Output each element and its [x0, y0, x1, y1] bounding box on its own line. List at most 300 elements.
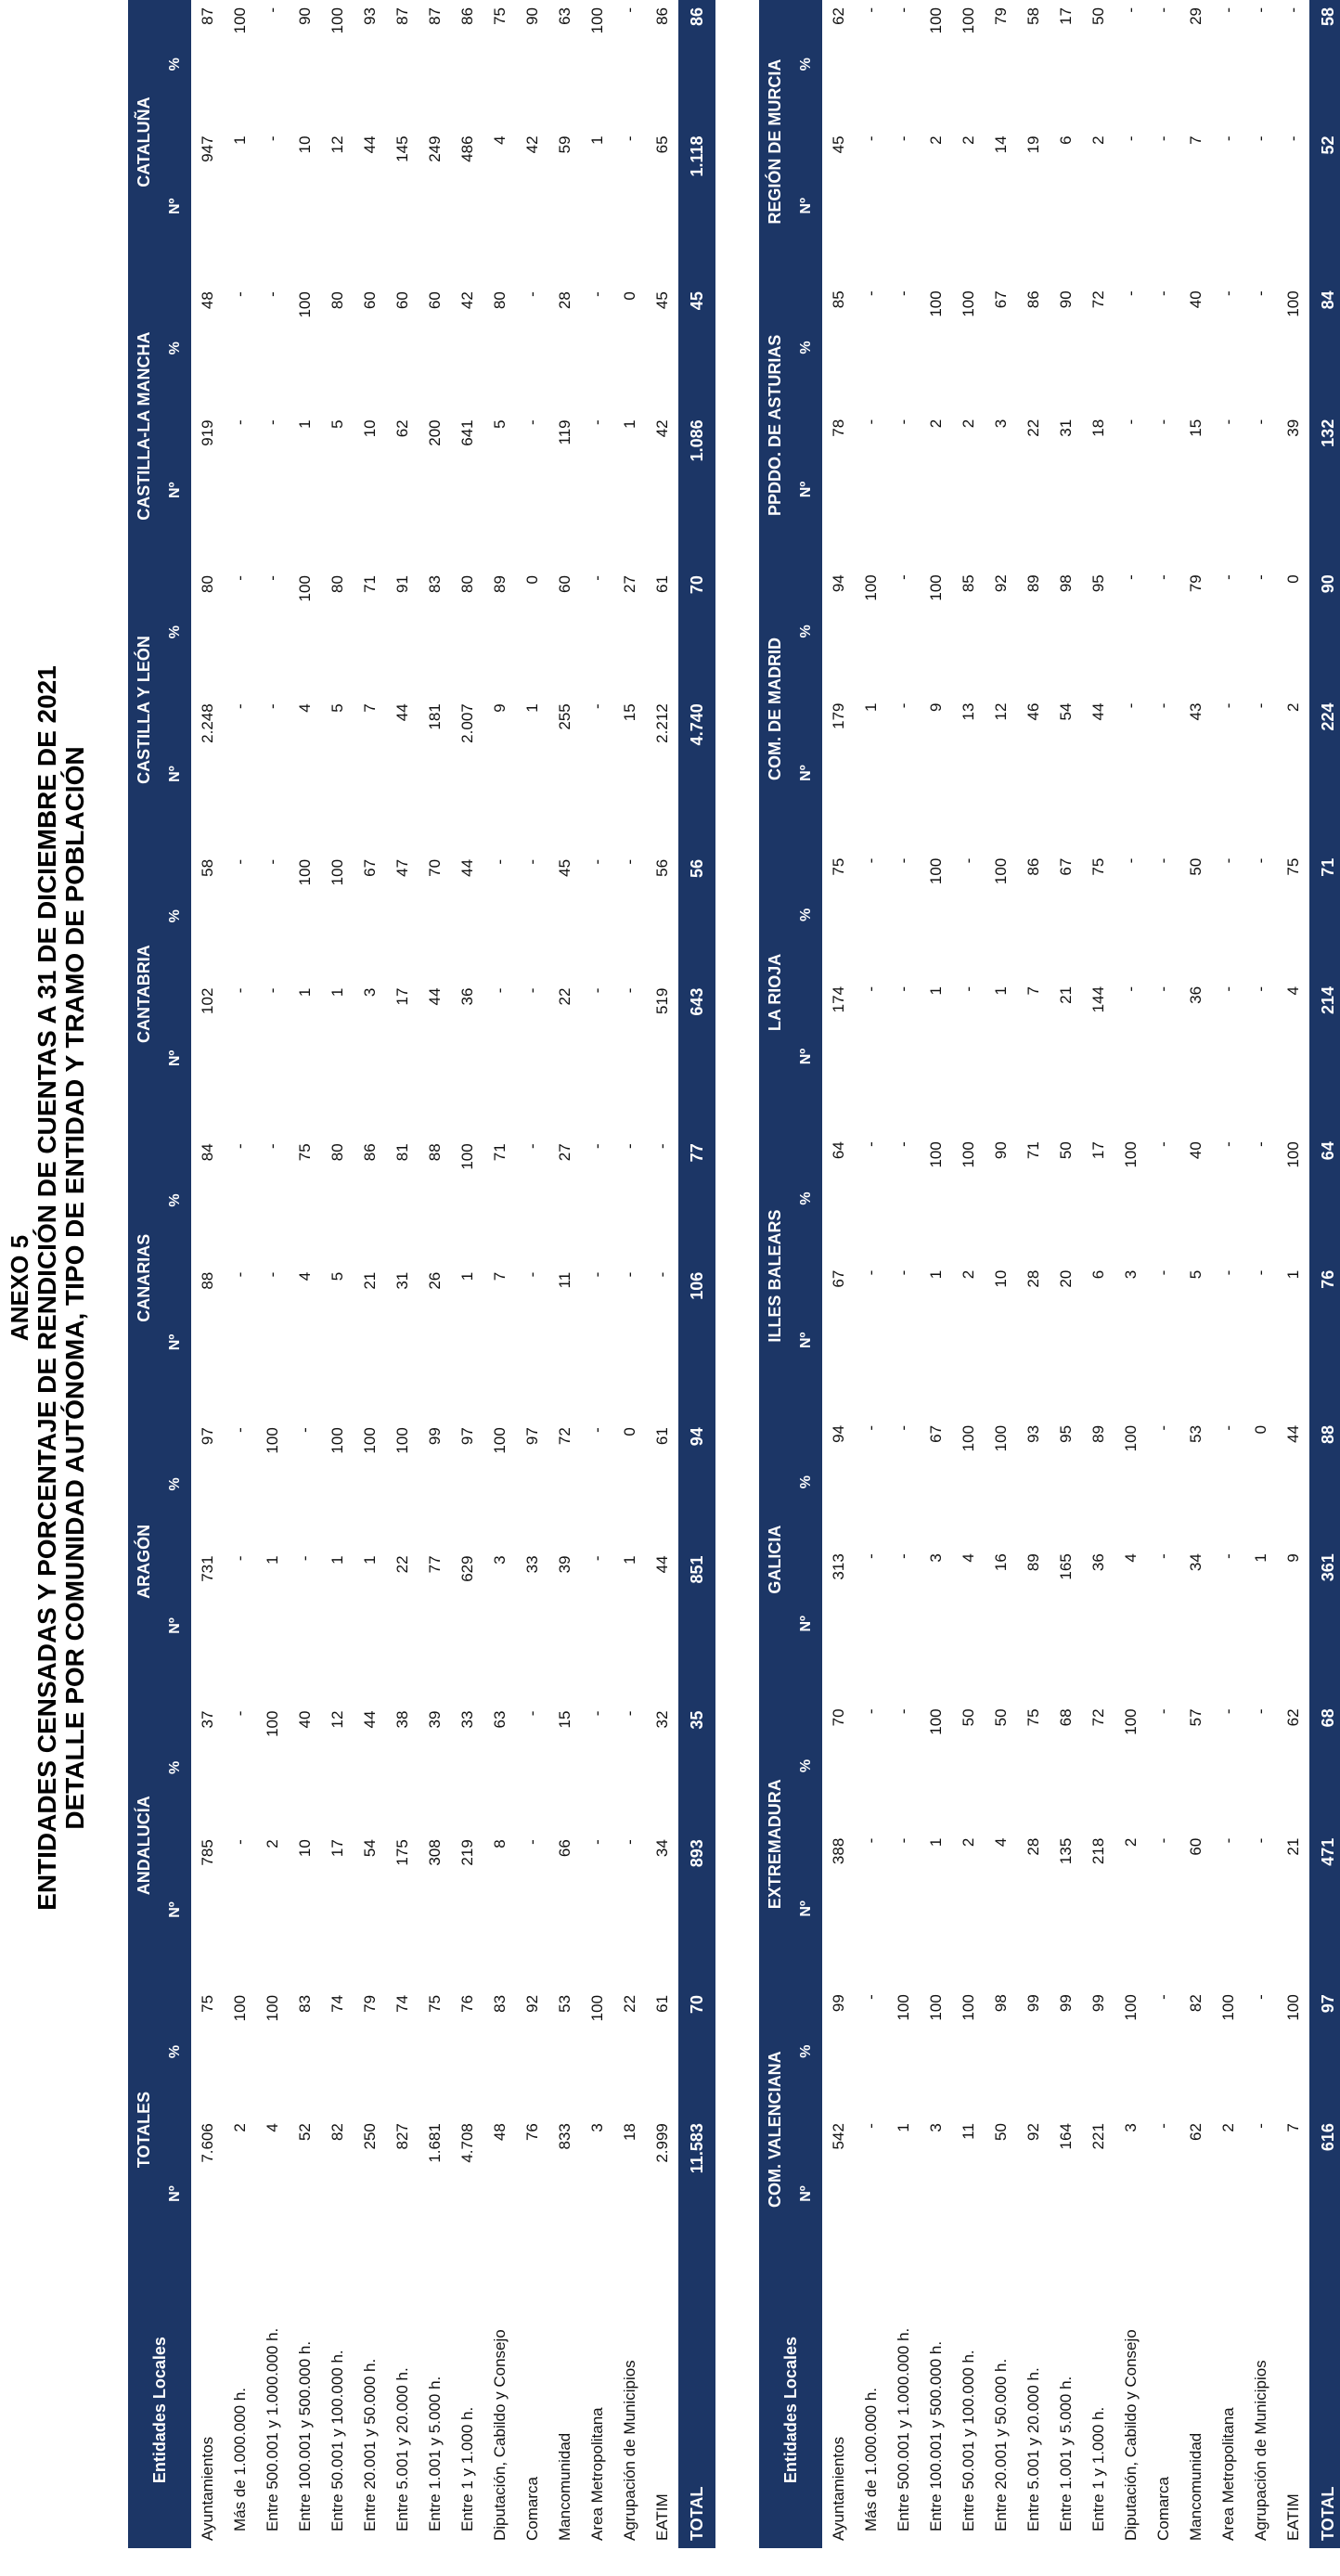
count-cell: 21 [1283, 1837, 1302, 1856]
count-cell: 11 [959, 2123, 977, 2140]
region-header: REGIÓN DE MURCIA [759, 0, 791, 283]
count-cell: - [1251, 1269, 1269, 1276]
count-cell: 629 [457, 1555, 476, 1582]
table-row [1017, 0, 1050, 2548]
percent-cell: 100 [1218, 1994, 1237, 2021]
count-cell: 2 [926, 419, 945, 429]
percent-cell: - [1121, 574, 1140, 580]
percent-cell: 97 [198, 1427, 216, 1446]
count-cell: 88 [198, 1271, 216, 1290]
percent-cell: 75 [490, 7, 509, 25]
subheader-row [791, 0, 822, 2548]
percent-cell: - [1153, 7, 1172, 13]
total-count-cell: 643 [678, 981, 715, 1137]
table-row [1115, 0, 1147, 2548]
percent-cell: - [490, 858, 509, 865]
percent-cell: 62 [1283, 1708, 1302, 1727]
percent-cell: 76 [457, 1994, 476, 2013]
count-cell: 44 [425, 987, 444, 1006]
percent-cell: - [587, 291, 606, 297]
count-cell: 1 [894, 2123, 912, 2132]
count-cell: - [1251, 419, 1269, 425]
count-cell: 221 [1089, 2123, 1107, 2150]
percent-cell: - [1218, 290, 1237, 296]
percent-cell: 80 [198, 575, 216, 593]
count-cell: 33 [522, 1555, 541, 1574]
percent-cell: - [1251, 1994, 1269, 2000]
count-cell: 18 [620, 2123, 638, 2142]
percent-cell: - [620, 858, 638, 865]
total-label: TOTAL [1309, 2272, 1340, 2548]
percent-cell: 58 [198, 858, 216, 877]
count-cell: - [587, 1839, 606, 1845]
percent-cell: 100 [328, 1427, 346, 1454]
percent-header: % [160, 0, 191, 128]
table-row [646, 0, 678, 2548]
percent-cell: 71 [360, 575, 379, 593]
percent-cell: 85 [959, 574, 977, 593]
table-row [1212, 0, 1244, 2548]
percent-cell: 100 [295, 575, 314, 602]
row-label: Diputación, Cabildo y Consejo [490, 2329, 509, 2541]
count-cell: 519 [652, 987, 671, 1014]
percent-cell: 100 [328, 858, 346, 886]
total-count-cell: 4.740 [678, 696, 715, 852]
percent-cell: 85 [829, 290, 847, 309]
count-cell: 219 [457, 1839, 476, 1866]
percent-cell: - [522, 1710, 541, 1717]
count-cell: 2 [959, 1837, 977, 1848]
count-cell: 52 [295, 2123, 314, 2142]
count-cell: - [1251, 1837, 1269, 1844]
count-header: Nº [160, 2116, 191, 2272]
count-cell: 1 [328, 1555, 346, 1565]
count-cell: - [230, 419, 249, 426]
count-cell: 1 [295, 419, 314, 429]
count-header: Nº [160, 1548, 191, 1703]
table-row [419, 0, 451, 2548]
row-label: EATIM [652, 2493, 671, 2541]
count-cell: 65 [652, 135, 671, 154]
count-cell: - [620, 1839, 638, 1845]
percent-cell: 100 [1283, 1994, 1302, 2021]
count-cell: 1 [295, 987, 314, 998]
count-cell: - [894, 419, 912, 425]
count-cell: 18 [1089, 419, 1107, 437]
count-cell: 2 [1089, 135, 1107, 145]
count-cell: - [230, 1271, 249, 1278]
percent-cell: 68 [1056, 1708, 1075, 1727]
count-cell: - [652, 1271, 671, 1278]
row-label: Ayuntamientos [829, 2436, 847, 2541]
total-percent-cell: 90 [1309, 567, 1340, 695]
count-cell: 21 [1056, 985, 1075, 1004]
percent-cell: 29 [1186, 7, 1205, 25]
count-cell: - [1153, 419, 1172, 425]
table-row [191, 0, 224, 2548]
percent-cell: 28 [555, 291, 573, 310]
percent-cell: 75 [1283, 857, 1302, 876]
total-count-cell: 361 [1309, 1546, 1340, 1701]
total-percent-cell: 64 [1309, 1134, 1340, 1263]
count-cell: - [1218, 1837, 1237, 1844]
count-cell: 833 [555, 2123, 573, 2150]
percent-cell: 100 [959, 290, 977, 317]
count-cell: - [1121, 135, 1140, 142]
count-cell: - [1251, 2123, 1269, 2129]
count-cell: 77 [425, 1555, 444, 1574]
total-count-cell: 471 [1309, 1831, 1340, 1988]
percent-cell: - [230, 1427, 249, 1433]
percent-cell: 93 [360, 7, 379, 25]
count-cell: 1 [1251, 1553, 1269, 1563]
percent-cell: 53 [555, 1994, 573, 2013]
table-row [548, 0, 581, 2548]
count-cell: 1 [522, 703, 541, 713]
count-cell: - [620, 1271, 638, 1278]
percent-cell: 0 [1251, 1424, 1269, 1435]
percent-cell: 86 [652, 7, 671, 25]
percent-cell: 60 [555, 575, 573, 593]
total-percent-cell: 97 [1309, 1987, 1340, 2116]
percent-cell: 79 [1186, 574, 1205, 593]
percent-cell: - [1251, 574, 1269, 580]
total-percent-cell: 70 [678, 568, 715, 696]
percent-header: % [791, 1701, 822, 1830]
count-cell: 60 [1186, 1837, 1205, 1856]
row-label: Comarca [1153, 2477, 1172, 2541]
percent-header: % [160, 1420, 191, 1548]
percent-cell: - [522, 291, 541, 297]
count-cell: 165 [1056, 1553, 1075, 1580]
percent-cell: 40 [295, 1710, 314, 1729]
count-cell: 827 [393, 2123, 411, 2150]
count-cell: 7 [1283, 2123, 1302, 2132]
count-cell: 2 [1121, 1837, 1140, 1848]
percent-cell: 90 [991, 1141, 1010, 1160]
percent-cell: - [959, 857, 977, 864]
count-cell: 2.248 [198, 703, 216, 743]
count-cell: 4 [295, 703, 314, 713]
region-header: EXTREMADURA [759, 1701, 791, 1987]
count-cell: 31 [1056, 419, 1075, 437]
count-cell: 2 [1218, 2123, 1237, 2132]
count-cell: - [587, 987, 606, 994]
row-label: Entre 50.001 y 100.000 h. [328, 2350, 346, 2531]
table-row [613, 0, 646, 2548]
percent-cell: - [1251, 857, 1269, 864]
total-count-cell: 106 [678, 1265, 715, 1420]
count-cell: - [861, 2123, 880, 2129]
percent-cell: - [1121, 857, 1140, 864]
percent-cell: 89 [1024, 574, 1042, 593]
percent-cell: 100 [263, 1710, 281, 1737]
count-cell: 5 [328, 1271, 346, 1282]
count-header: Nº [160, 696, 191, 852]
percent-cell: 97 [457, 1427, 476, 1446]
count-cell: 34 [652, 1839, 671, 1858]
percent-cell: 100 [587, 1994, 606, 2022]
count-cell: - [230, 1839, 249, 1845]
region-header: CASTILLA-LA MANCHA [128, 284, 160, 568]
count-cell: - [490, 987, 509, 994]
count-cell: - [522, 987, 541, 994]
count-cell: 388 [829, 1837, 847, 1865]
count-cell: - [522, 1839, 541, 1845]
count-cell: 2 [230, 2123, 249, 2132]
row-label: Area Metropolitana [587, 2407, 606, 2541]
table-row [1082, 0, 1115, 2548]
count-cell: 200 [425, 419, 444, 446]
percent-cell: 50 [1186, 857, 1205, 876]
region-header: ILLES BALEARS [759, 1134, 791, 1418]
percent-cell: 80 [328, 291, 346, 310]
count-cell: - [861, 419, 880, 425]
count-cell: 15 [620, 703, 638, 722]
count-cell: 92 [1024, 2123, 1042, 2142]
table-row [581, 0, 613, 2548]
percent-cell: 100 [894, 1994, 912, 2021]
percent-header: % [791, 1418, 822, 1546]
percent-cell: 87 [393, 7, 411, 25]
percent-cell: 40 [1186, 290, 1205, 309]
percent-cell: - [861, 7, 880, 13]
percent-cell: 94 [829, 574, 847, 593]
percent-cell: 72 [555, 1427, 573, 1446]
count-cell: - [1153, 985, 1172, 992]
count-cell: - [894, 985, 912, 992]
percent-cell: 100 [295, 858, 314, 886]
count-cell: 12 [328, 135, 346, 154]
row-label: Comarca [522, 2477, 541, 2541]
percent-cell: 83 [490, 1994, 509, 2013]
percent-cell: 100 [1121, 1994, 1140, 2021]
count-cell: - [1153, 1269, 1172, 1276]
region-header: CANARIAS [128, 1136, 160, 1420]
count-cell: 62 [393, 419, 411, 438]
count-cell: 3 [490, 1555, 509, 1565]
percent-cell: 100 [926, 574, 945, 601]
total-percent-cell: 58 [1309, 0, 1340, 128]
count-cell: 1 [620, 419, 638, 429]
count-cell: - [263, 419, 281, 426]
percent-cell: - [230, 858, 249, 865]
count-cell: 2 [263, 1839, 281, 1848]
total-count-cell: 52 [1309, 128, 1340, 283]
count-cell: 3 [991, 419, 1010, 429]
percent-cell: 74 [393, 1994, 411, 2013]
count-cell: 28 [1024, 1269, 1042, 1288]
percent-cell: 100 [926, 7, 945, 34]
percent-cell: 100 [295, 291, 314, 318]
row-header-label: Entidades Locales [759, 2272, 822, 2548]
percent-header: % [791, 1987, 822, 2116]
percent-cell: 40 [1186, 1141, 1205, 1160]
percent-cell: 61 [652, 575, 671, 593]
percent-cell: - [1251, 7, 1269, 13]
count-cell: 3 [1121, 2123, 1140, 2132]
row-label: Entre 50.001 y 100.000 h. [959, 2350, 977, 2531]
count-cell: - [587, 703, 606, 709]
count-cell: 4 [263, 2123, 281, 2132]
count-cell: - [230, 703, 249, 709]
percent-cell: 60 [425, 291, 444, 310]
count-cell: - [1121, 702, 1140, 709]
percent-cell: 86 [360, 1143, 379, 1162]
percent-cell: 67 [991, 290, 1010, 309]
table-row [354, 0, 386, 2548]
percent-cell: - [894, 857, 912, 864]
count-cell: 10 [295, 1839, 314, 1858]
count-header: Nº [160, 128, 191, 284]
count-cell: - [894, 1553, 912, 1559]
percent-cell: - [894, 1708, 912, 1715]
count-cell: 46 [1024, 702, 1042, 721]
percent-cell: - [1153, 857, 1172, 864]
percent-cell: 75 [295, 1143, 314, 1162]
count-cell: 2 [959, 419, 977, 429]
count-cell: - [263, 1271, 281, 1278]
region-header: LA RIOJA [759, 851, 791, 1134]
table-row [289, 0, 321, 2548]
count-cell: 45 [829, 135, 847, 154]
percent-cell: 100 [926, 1708, 945, 1735]
table-row [822, 0, 855, 2548]
percent-cell: - [1153, 1708, 1172, 1715]
percent-cell: 84 [198, 1143, 216, 1162]
count-cell: - [1218, 135, 1237, 142]
count-cell: - [1251, 702, 1269, 709]
count-cell: 44 [1089, 702, 1107, 721]
count-cell: 10 [360, 419, 379, 438]
percent-cell: 86 [1024, 290, 1042, 309]
percent-cell: - [1251, 1141, 1269, 1147]
percent-cell: 50 [959, 1708, 977, 1727]
percent-cell: - [652, 1143, 671, 1149]
count-header: Nº [791, 979, 822, 1134]
count-cell: 19 [1024, 135, 1042, 154]
count-cell: - [894, 1837, 912, 1844]
count-cell: - [1218, 985, 1237, 992]
count-cell: 5 [328, 419, 346, 429]
total-row [1309, 0, 1340, 2548]
table-row [1179, 0, 1212, 2548]
count-cell: 11 [555, 1271, 573, 1289]
row-label: Entre 20.001 y 50.000 h. [991, 2358, 1010, 2531]
percent-cell: 100 [328, 7, 346, 34]
percent-cell: 100 [263, 1427, 281, 1454]
total-count-cell: 11.583 [678, 2116, 715, 2272]
count-header: Nº [160, 1265, 191, 1420]
count-cell: - [620, 135, 638, 142]
count-cell: 21 [360, 1271, 379, 1290]
count-cell: 20 [1056, 1269, 1075, 1288]
percent-cell: - [894, 1424, 912, 1431]
count-cell: 12 [991, 702, 1010, 721]
percent-header: % [160, 1704, 191, 1833]
count-cell: - [861, 1837, 880, 1844]
count-cell: 7 [1024, 985, 1042, 996]
percent-cell: 27 [555, 1143, 573, 1162]
region-header: COM. VALENCIANA [759, 1987, 791, 2272]
count-cell: - [522, 419, 541, 426]
count-cell: 16 [991, 1553, 1010, 1572]
count-cell: 17 [393, 987, 411, 1006]
percent-cell: 86 [457, 7, 476, 25]
row-label: Entre 500.001 y 1.000.000 h. [894, 2327, 912, 2531]
count-cell: 13 [959, 702, 977, 721]
count-cell: 3 [360, 987, 379, 998]
count-cell: 28 [1024, 1837, 1042, 1856]
count-cell: 89 [1024, 1553, 1042, 1572]
count-cell: 1 [587, 135, 606, 145]
percent-cell: 44 [457, 858, 476, 877]
count-cell: 2.999 [652, 2123, 671, 2163]
percent-cell: 61 [652, 1427, 671, 1446]
count-cell: 82 [328, 2123, 346, 2142]
percent-cell: 100 [1121, 1424, 1140, 1452]
count-cell: 36 [1089, 1553, 1107, 1572]
percent-cell: - [1153, 574, 1172, 580]
count-cell: 4 [1283, 985, 1302, 996]
count-cell: - [1283, 135, 1302, 142]
count-cell: 42 [522, 135, 541, 154]
percent-cell: 44 [360, 1710, 379, 1729]
count-header: Nº [160, 1832, 191, 1988]
percent-cell: 100 [926, 1994, 945, 2021]
percent-cell: 91 [393, 575, 411, 593]
header-row [128, 0, 160, 2548]
percent-cell: 0 [620, 1427, 638, 1436]
percent-cell: 58 [1024, 7, 1042, 25]
count-cell: 135 [1056, 1837, 1075, 1865]
percent-cell: 100 [926, 1141, 945, 1168]
percent-cell: 32 [652, 1710, 671, 1729]
count-cell: 7 [490, 1271, 509, 1282]
percent-cell: 63 [555, 7, 573, 25]
percent-cell: 81 [393, 1143, 411, 1162]
row-label: Entre 20.001 y 50.000 h. [360, 2358, 379, 2531]
percent-cell: 99 [1089, 1994, 1107, 2013]
percent-cell: - [1218, 1141, 1237, 1147]
percent-cell: - [894, 7, 912, 13]
row-header-label: Entidades Locales [128, 2272, 191, 2548]
percent-cell: 94 [829, 1424, 847, 1443]
count-cell: - [1121, 419, 1140, 425]
table-row [1244, 0, 1277, 2548]
count-cell: 44 [652, 1555, 671, 1574]
count-cell: 1 [457, 1271, 476, 1282]
table-row [985, 0, 1017, 2548]
table-row [1050, 0, 1082, 2548]
count-cell: 1 [926, 1837, 945, 1848]
count-cell: 1 [328, 987, 346, 998]
table-row [952, 0, 985, 2548]
count-cell: 2 [1283, 702, 1302, 712]
region-header: CATALUÑA [128, 0, 160, 284]
percent-cell: 75 [1089, 857, 1107, 876]
row-label: Entre 1.001 y 5.000 h. [425, 2376, 444, 2531]
subheader-row [160, 0, 191, 2548]
percent-header: % [160, 1988, 191, 2116]
count-cell: 3 [926, 2123, 945, 2132]
count-header: Nº [160, 981, 191, 1137]
count-cell: - [861, 1553, 880, 1559]
count-cell: 2 [959, 1269, 977, 1280]
percent-cell: - [263, 858, 281, 865]
count-cell: - [959, 985, 977, 992]
count-cell: 39 [555, 1555, 573, 1574]
